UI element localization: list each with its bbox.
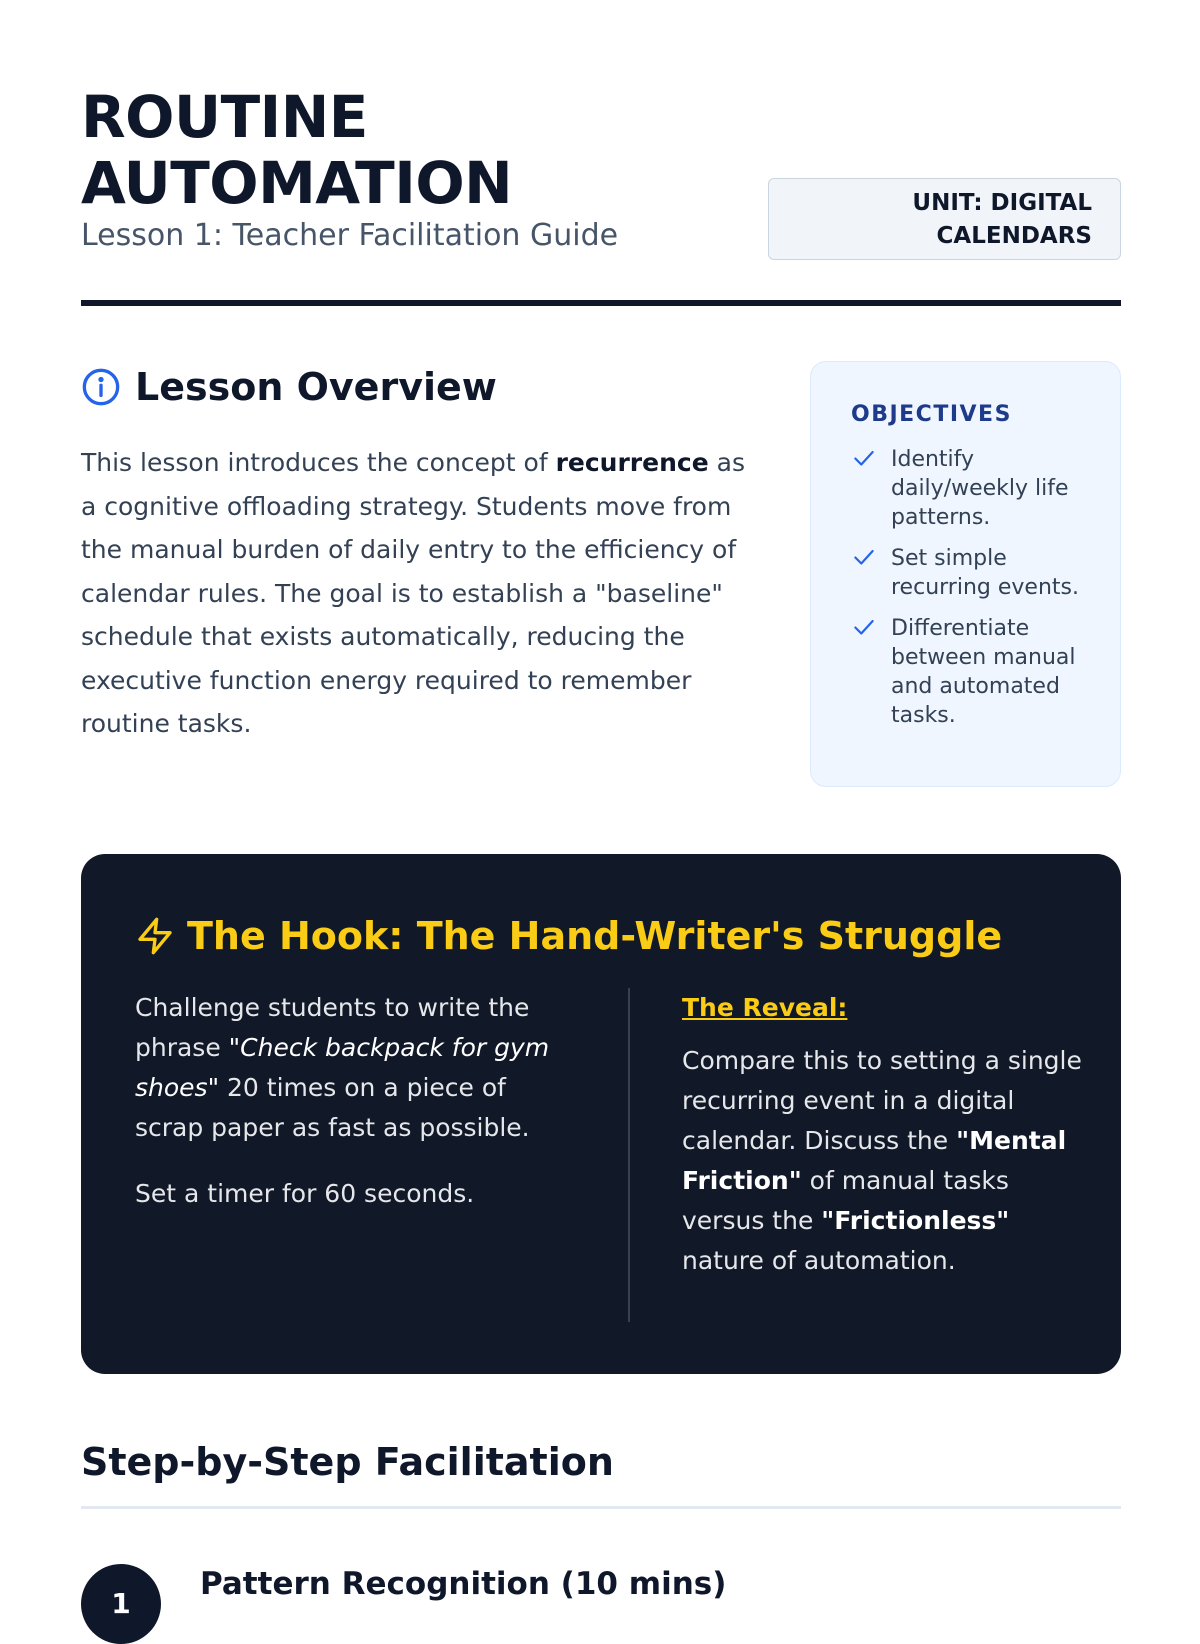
steps-title: Step-by-Step Facilitation	[81, 1440, 614, 1484]
hook-challenge-text	[135, 988, 575, 1148]
hook-challenge	[135, 988, 575, 1214]
overview-text-keyword: recurrence	[555, 448, 709, 477]
hook-reveal	[682, 988, 1082, 1281]
reveal-text-end: nature of automation.	[682, 1246, 956, 1275]
info-icon	[81, 367, 121, 407]
hook-phrase: "Check backpack for gym shoes"	[135, 1033, 550, 1102]
check-icon	[851, 614, 877, 640]
lesson-guide-page	[81, 0, 1121, 1620]
objectives-title: OBJECTIVES	[851, 402, 1012, 427]
overview-text-start: This lesson introduces the concept of	[81, 448, 556, 477]
lightning-bolt-icon	[135, 916, 175, 956]
reveal-term-mental-friction: "Mental Friction"	[682, 1126, 1067, 1195]
reveal-text	[682, 1041, 1082, 1281]
unit-badge: UNIT: DIGITAL CALENDARS	[768, 178, 1121, 260]
overview-title: Lesson Overview	[135, 365, 497, 409]
page-title	[81, 84, 721, 216]
hook-panel	[81, 854, 1121, 1374]
reveal-term-frictionless: "Frictionless"	[821, 1206, 1010, 1235]
page-subtitle: Lesson 1: Teacher Facilitation Guide	[81, 218, 619, 253]
step-number-badge: 1	[81, 1564, 161, 1644]
check-icon	[851, 445, 877, 471]
page-title-line-1: ROUTINE	[81, 83, 368, 151]
reveal-label: The Reveal:	[682, 993, 848, 1022]
objective-text: Set simple recurring events.	[891, 546, 1079, 600]
hook-divider	[628, 988, 630, 1322]
overview-text-end: as a cognitive offloading strategy. Students move from the manual burden of daily entry to the efficiency of calendar rules. The goal is to establish a "baseline" schedule that exists automatically, reducing the executive function energy required to remember routine tasks.	[81, 448, 745, 738]
steps-divider	[81, 1506, 1121, 1509]
overview-heading	[81, 362, 497, 412]
header-divider	[81, 300, 1121, 306]
objective-item	[851, 445, 1096, 532]
hook-title: The Hook: The Hand-Writer's Struggle	[187, 914, 1003, 958]
reveal-text-start: Compare this to setting a single recurring event in a digital calendar. Discuss the	[682, 1046, 1082, 1155]
hook-timer-text: Set a timer for 60 seconds.	[135, 1179, 475, 1208]
step-title: Pattern Recognition (10 mins)	[200, 1566, 727, 1602]
hook-challenge-start: Challenge students to write the phrase	[135, 993, 530, 1062]
check-icon	[851, 544, 877, 570]
objective-text: Identify daily/weekly life patterns.	[891, 447, 1069, 530]
hook-challenge-end: 20 times on a piece of scrap paper as fast as possible.	[135, 1073, 530, 1142]
objective-text: Differentiate between manual and automated tasks.	[891, 616, 1076, 728]
overview-text	[81, 441, 761, 746]
objective-item	[851, 614, 1096, 730]
objective-item	[851, 544, 1096, 602]
hook-heading	[135, 910, 1002, 962]
page-title-line-2: AUTOMATION	[81, 149, 513, 217]
objectives-box	[810, 361, 1121, 787]
reveal-text-middle: of manual tasks versus the	[682, 1166, 1009, 1235]
